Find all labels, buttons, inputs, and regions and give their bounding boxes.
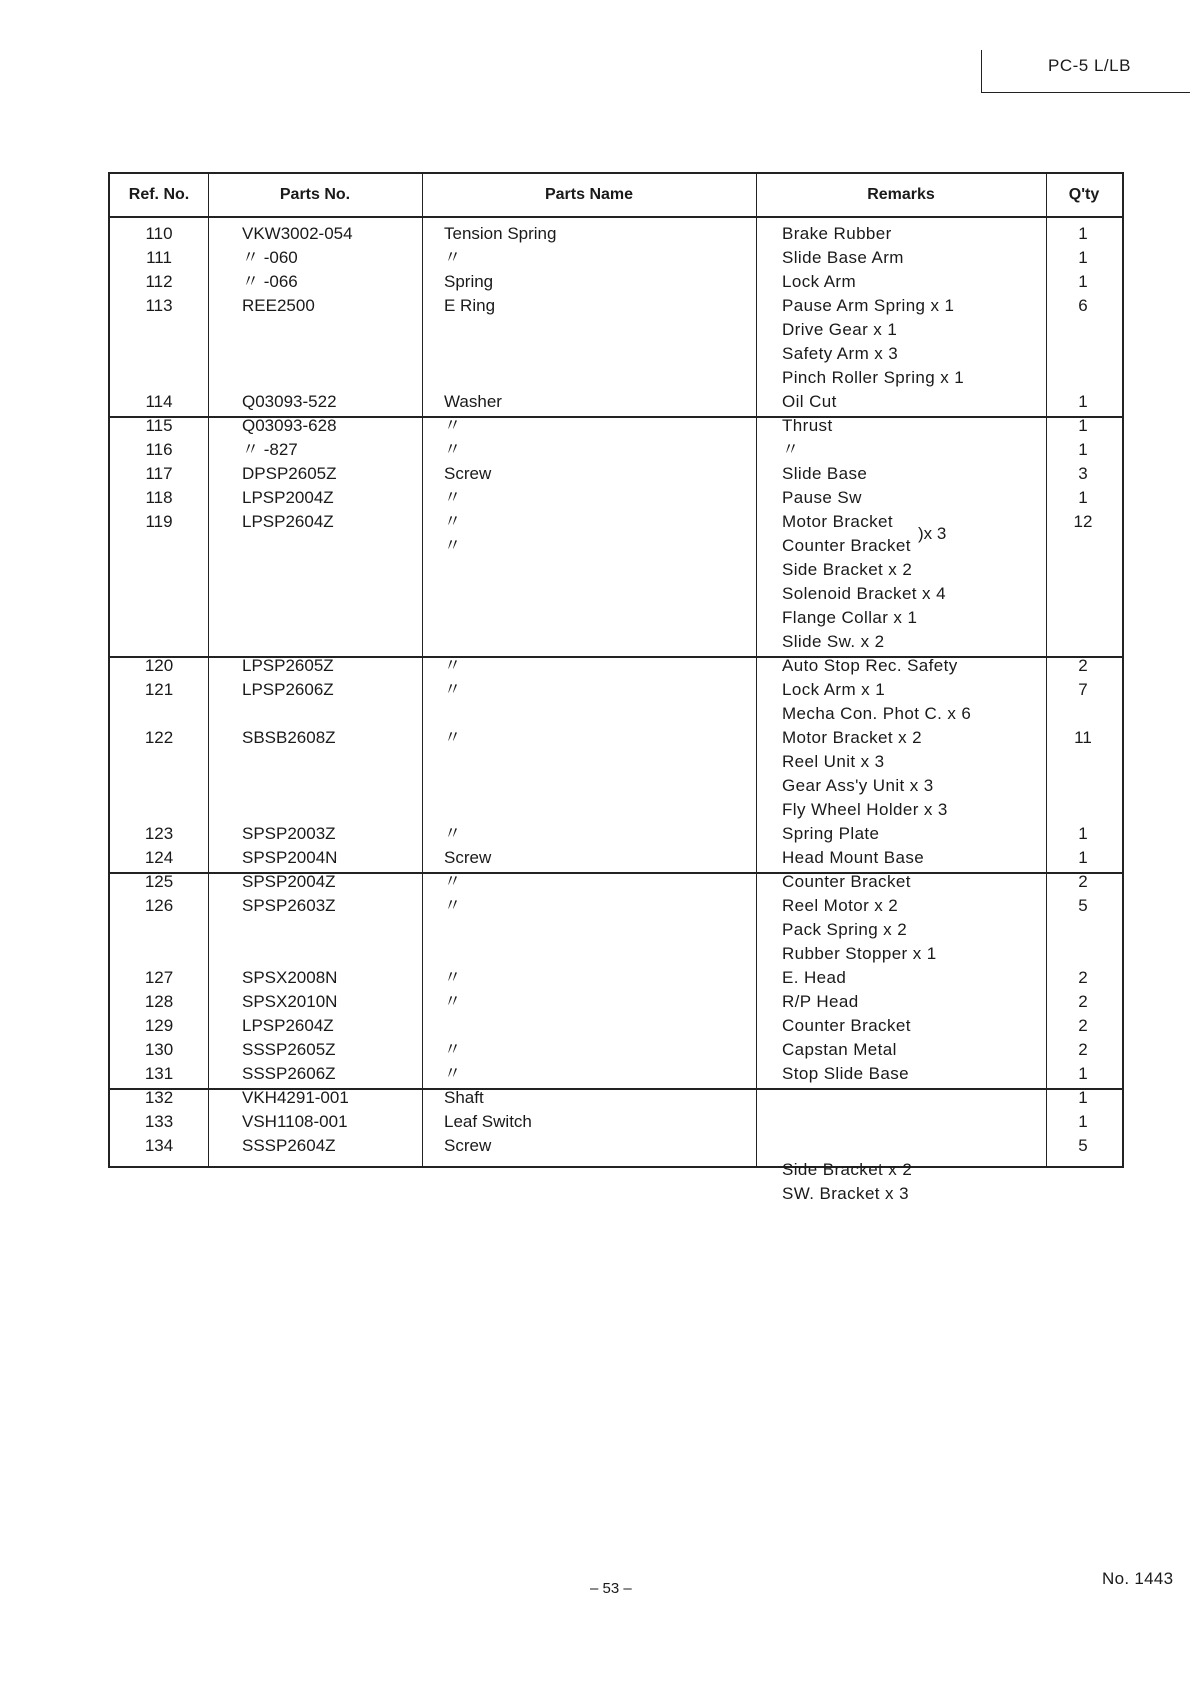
model-label: PC-5 L/LB bbox=[1048, 56, 1131, 75]
parts-no-cell: VSH1108-001 bbox=[242, 1112, 348, 1131]
remarks-line: Slide Base bbox=[782, 464, 868, 483]
ref-no-cell: 115 bbox=[145, 416, 173, 435]
remarks-line: Spring Plate bbox=[782, 824, 880, 843]
remarks-line: Fly Wheel Holder x 3 bbox=[782, 800, 948, 819]
qty-cell: 2 bbox=[1078, 1040, 1088, 1059]
qty-cell: 2 bbox=[1078, 1016, 1088, 1035]
remarks-line: Stop Slide Base bbox=[782, 1064, 909, 1083]
parts-name-cell: 〃 bbox=[444, 872, 461, 891]
parts-no-cell: SPSP2004N bbox=[242, 848, 338, 867]
ref-no-cell: 132 bbox=[144, 1088, 174, 1107]
parts-no-cell: SSSP2606Z bbox=[242, 1064, 336, 1083]
page-number: – 53 – bbox=[590, 1580, 632, 1597]
parts-no-cell: 〃 -060 bbox=[242, 248, 298, 267]
remarks-line: Thrust bbox=[782, 416, 833, 435]
remarks-line: Solenoid Bracket x 4 bbox=[782, 584, 946, 603]
qty-cell: 2 bbox=[1078, 968, 1088, 987]
parts-name-cell: 〃 bbox=[444, 1040, 461, 1059]
remarks-line: Motor Bracket bbox=[782, 512, 894, 531]
header-qty: Q'ty bbox=[1046, 174, 1122, 218]
ref-no-cell: 114 bbox=[145, 392, 173, 411]
parts-name-cell: 〃 bbox=[444, 536, 461, 555]
column-divider bbox=[756, 174, 757, 1166]
qty-cell: 1 bbox=[1078, 248, 1088, 267]
remarks-line: Flange Collar x 1 bbox=[782, 608, 918, 627]
parts-name-cell: Screw bbox=[444, 1136, 492, 1155]
parts-name-cell: Tension Spring bbox=[444, 224, 557, 243]
parts-no-cell: 〃 -066 bbox=[242, 272, 298, 291]
parts-no-cell: LPSP2004Z bbox=[242, 488, 334, 507]
ref-no-cell: 117 bbox=[145, 464, 173, 483]
remarks-line: 〃 bbox=[782, 440, 800, 459]
parts-name-cell: Screw bbox=[444, 848, 492, 867]
remarks-line: Pack Spring x 2 bbox=[782, 920, 908, 939]
ref-no-cell: 123 bbox=[144, 824, 174, 843]
parts-no-cell: SSSP2605Z bbox=[242, 1040, 336, 1059]
remarks-line: Counter Bracket bbox=[782, 536, 911, 555]
parts-name-cell: 〃 bbox=[444, 248, 461, 267]
remarks-line: E. Head bbox=[782, 968, 847, 987]
parts-name-cell: 〃 bbox=[444, 440, 461, 459]
remarks-line: Counter Bracket bbox=[782, 1016, 911, 1035]
parts-name-cell: 〃 bbox=[444, 1064, 461, 1083]
ref-no-cell: 121 bbox=[144, 680, 174, 699]
ref-no-cell: 122 bbox=[144, 728, 174, 747]
qty-cell: 1 bbox=[1078, 848, 1088, 867]
parts-name-cell: 〃 bbox=[444, 968, 461, 987]
remarks-line: Auto Stop Rec. Safety bbox=[782, 656, 958, 675]
parts-name-cell: 〃 bbox=[444, 896, 461, 915]
qty-cell: 6 bbox=[1078, 296, 1088, 315]
ref-no-cell: 130 bbox=[144, 1040, 174, 1059]
remarks-line: Safety Arm x 3 bbox=[782, 344, 899, 363]
parts-name-cell: 〃 bbox=[444, 512, 461, 531]
remarks-line: Slide Sw. x 2 bbox=[782, 632, 885, 651]
parts-no-cell: 〃 -827 bbox=[242, 440, 298, 459]
parts-name-cell: 〃 bbox=[444, 416, 461, 435]
ref-no-cell: 125 bbox=[144, 872, 174, 891]
remarks-line: Reel Motor x 2 bbox=[782, 896, 899, 915]
remarks-line: Pause Sw bbox=[782, 488, 862, 507]
remarks-line: Rubber Stopper x 1 bbox=[782, 944, 937, 963]
ref-no-cell: 126 bbox=[144, 896, 174, 915]
parts-no-cell: LPSP2604Z bbox=[242, 1016, 334, 1035]
remarks-line: Lock Arm bbox=[782, 272, 857, 291]
qty-cell: 1 bbox=[1078, 392, 1088, 411]
column-divider bbox=[1046, 174, 1047, 1166]
remarks-line: Counter Bracket bbox=[782, 872, 911, 891]
qty-cell: 11 bbox=[1074, 728, 1092, 747]
ref-no-cell: 118 bbox=[145, 488, 173, 507]
parts-no-cell: VKW3002-054 bbox=[242, 224, 353, 243]
parts-no-cell: LPSP2604Z bbox=[242, 512, 334, 531]
remarks-line: SW. Bracket x 3 bbox=[782, 1184, 909, 1203]
parts-no-cell: SSSP2604Z bbox=[242, 1136, 336, 1155]
ref-no-cell: 116 bbox=[145, 440, 173, 459]
qty-cell: 1 bbox=[1078, 488, 1088, 507]
qty-cell: 5 bbox=[1078, 1136, 1088, 1155]
parts-name-cell: Shaft bbox=[444, 1088, 484, 1107]
remarks-line: Slide Base Arm bbox=[782, 248, 904, 267]
parts-name-cell: 〃 bbox=[444, 992, 461, 1011]
header-ref-no: Ref. No. bbox=[110, 174, 208, 218]
qty-cell: 1 bbox=[1078, 224, 1088, 243]
parts-name-cell: 〃 bbox=[444, 656, 461, 675]
column-divider bbox=[208, 174, 209, 1166]
parts-name-cell: 〃 bbox=[444, 680, 461, 699]
remarks-line: Side Bracket x 2 bbox=[782, 1160, 913, 1179]
qty-cell: 7 bbox=[1078, 680, 1088, 699]
remarks-line: Gear Ass'y Unit x 3 bbox=[782, 776, 934, 795]
parts-no-cell: LPSP2606Z bbox=[242, 680, 334, 699]
parts-no-cell: VKH4291-001 bbox=[242, 1088, 349, 1107]
qty-cell: 2 bbox=[1078, 656, 1088, 675]
remarks-line: Head Mount Base bbox=[782, 848, 925, 867]
parts-no-cell: SPSX2008N bbox=[242, 968, 338, 987]
remarks-line: Pinch Roller Spring x 1 bbox=[782, 368, 965, 387]
parts-name-cell: Leaf Switch bbox=[444, 1112, 532, 1131]
remarks-line: Pause Arm Spring x 1 bbox=[782, 296, 955, 315]
qty-cell: 1 bbox=[1078, 272, 1088, 291]
qty-cell: 1 bbox=[1078, 1064, 1088, 1083]
parts-no-cell: SBSB2608Z bbox=[242, 728, 336, 747]
parts-name-cell: 〃 bbox=[444, 728, 461, 747]
qty-cell: 2 bbox=[1078, 992, 1088, 1011]
remarks-line: Side Bracket x 2 bbox=[782, 560, 913, 579]
remarks-line: Reel Unit x 3 bbox=[782, 752, 885, 771]
ref-no-cell: 127 bbox=[144, 968, 174, 987]
parts-name-cell: Spring bbox=[444, 272, 494, 291]
parts-name-cell: E Ring bbox=[444, 296, 496, 315]
parts-name-cell: Screw bbox=[444, 464, 492, 483]
remarks-line: Motor Bracket x 2 bbox=[782, 728, 923, 747]
qty-cell: 1 bbox=[1078, 416, 1088, 435]
ref-no-cell: 134 bbox=[144, 1136, 174, 1155]
remarks-line: Lock Arm x 1 bbox=[782, 680, 886, 699]
parts-no-cell: SPSP2004Z bbox=[242, 872, 336, 891]
parts-no-cell: SPSP2603Z bbox=[242, 896, 336, 915]
qty-cell: 12 bbox=[1073, 512, 1093, 531]
parts-no-cell: Q03093-522 bbox=[242, 392, 337, 411]
ref-no-cell: 129 bbox=[144, 1016, 174, 1035]
ref-no-cell: 120 bbox=[144, 656, 174, 675]
model-header-box bbox=[981, 50, 1190, 93]
header-remarks: Remarks bbox=[756, 174, 1046, 218]
qty-cell: 1 bbox=[1078, 440, 1088, 459]
column-divider bbox=[422, 174, 423, 1166]
ref-no-cell: 133 bbox=[144, 1112, 174, 1131]
parts-no-cell: REE2500 bbox=[242, 296, 315, 315]
parts-no-cell: SPSX2010N bbox=[242, 992, 338, 1011]
remarks-line: Brake Rubber bbox=[782, 224, 892, 243]
parts-name-cell: 〃 bbox=[444, 488, 461, 507]
header-parts-name: Parts Name bbox=[422, 174, 756, 218]
ref-no-cell: 113 bbox=[145, 296, 173, 315]
qty-cell: 1 bbox=[1078, 1112, 1088, 1131]
parts-name-cell: 〃 bbox=[444, 824, 461, 843]
qty-cell: 3 bbox=[1078, 464, 1088, 483]
parts-no-cell: LPSP2605Z bbox=[242, 656, 334, 675]
document-number: No. 1443 bbox=[1102, 1569, 1174, 1588]
ref-no-cell: 124 bbox=[144, 848, 174, 867]
header-parts-no: Parts No. bbox=[208, 174, 422, 218]
ref-no-cell: 131 bbox=[144, 1064, 174, 1083]
ref-no-cell: 112 bbox=[145, 272, 173, 291]
ref-no-cell: 119 bbox=[145, 512, 173, 531]
remarks-line: Drive Gear x 1 bbox=[782, 320, 898, 339]
remarks-brace-note: )x 3 bbox=[918, 524, 947, 543]
qty-cell: 2 bbox=[1078, 872, 1088, 891]
parts-table bbox=[108, 172, 1124, 1203]
ref-no-cell: 128 bbox=[144, 992, 174, 1011]
parts-no-cell: DPSP2605Z bbox=[242, 464, 337, 483]
qty-cell: 1 bbox=[1078, 824, 1088, 843]
remarks-line: Mecha Con. Phot C. x 6 bbox=[782, 704, 972, 723]
parts-no-cell: SPSP2003Z bbox=[242, 824, 336, 843]
qty-cell: 5 bbox=[1078, 896, 1088, 915]
remarks-line: Oil Cut bbox=[782, 392, 837, 411]
ref-no-cell: 110 bbox=[145, 224, 173, 243]
remarks-line: R/P Head bbox=[782, 992, 859, 1011]
ref-no-cell: 111 bbox=[146, 248, 172, 267]
parts-name-cell: Washer bbox=[444, 392, 502, 411]
parts-no-cell: Q03093-628 bbox=[242, 416, 337, 435]
qty-cell: 1 bbox=[1078, 1088, 1088, 1107]
remarks-line: Capstan Metal bbox=[782, 1040, 897, 1059]
